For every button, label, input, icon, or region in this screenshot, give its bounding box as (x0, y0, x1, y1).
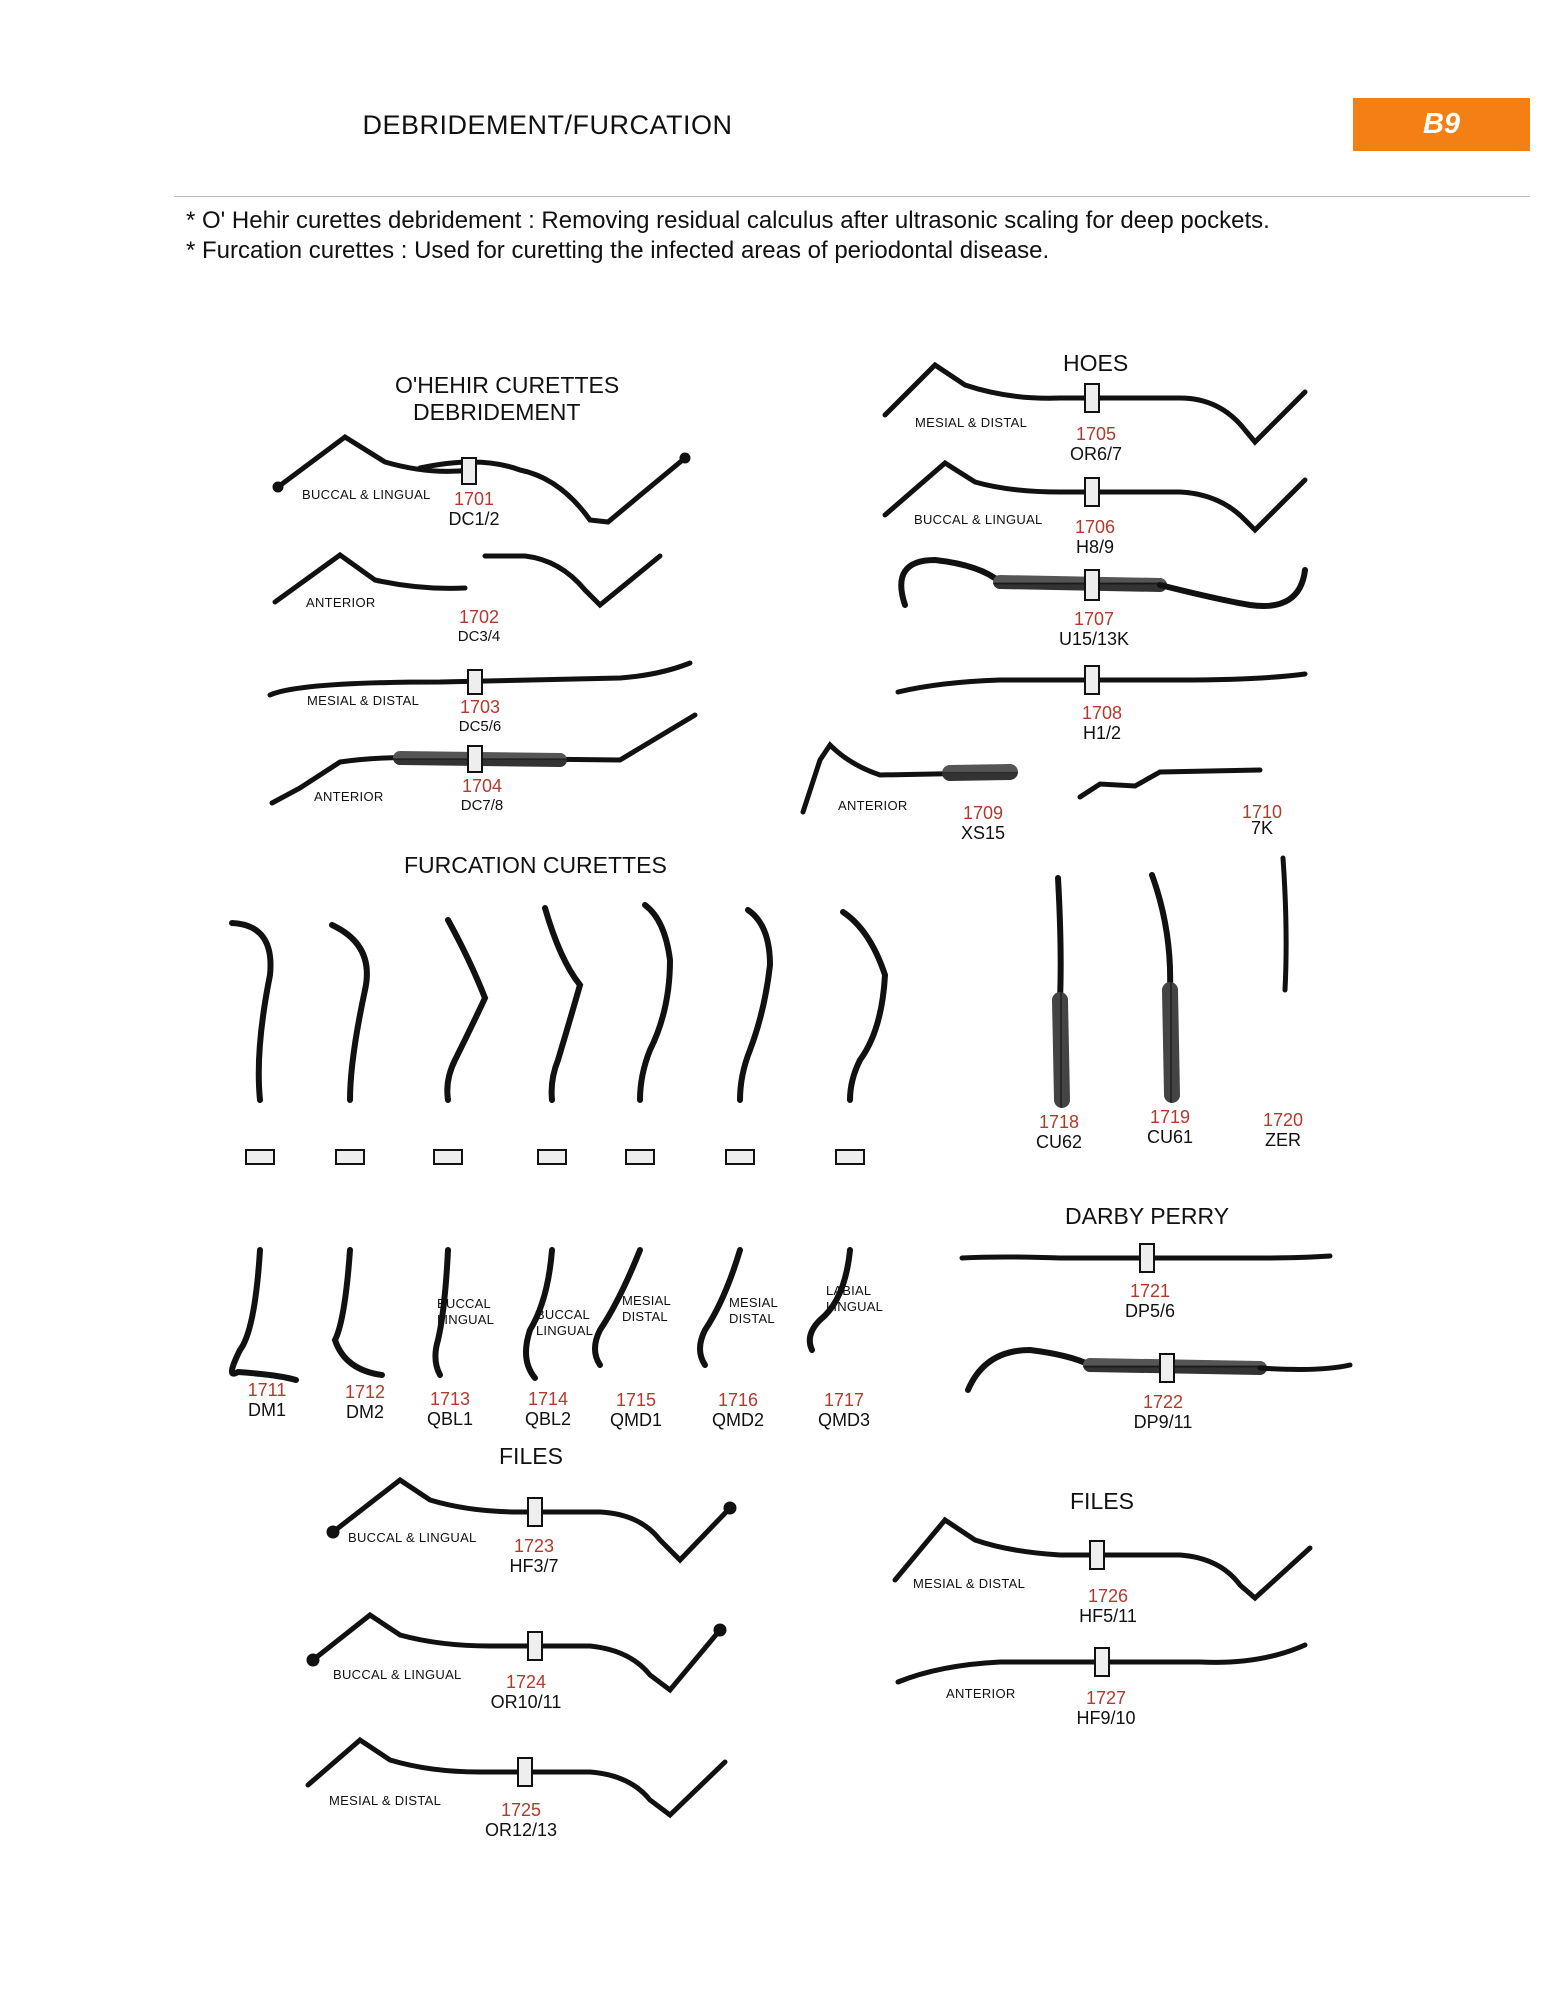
label-1725: MESIAL & DISTAL (329, 1793, 442, 1808)
caption-1702: 1702 DC3/4 (457, 607, 501, 645)
label-1706: BUCCAL & LINGUAL (914, 512, 1043, 527)
instrument-1708 (898, 666, 1305, 694)
caption-1719: 1719 CU61 (1146, 1107, 1194, 1147)
instrument-1722 (968, 1350, 1350, 1390)
caption-1718: 1718 CU62 (1035, 1112, 1083, 1152)
caption-1713: 1713 QBL1 (426, 1389, 474, 1429)
caption-1721: 1721 DP5/6 (1124, 1281, 1176, 1321)
caption-1709: 1709 XS15 (960, 803, 1006, 843)
instrument-1720 (1283, 858, 1286, 1100)
label-1704: ANTERIOR (314, 789, 384, 804)
instrument-1712 (332, 925, 382, 1375)
caption-1703: 1703 DC5/6 (458, 697, 502, 735)
label-1714: BUCCAL LINGUAL (536, 1307, 594, 1338)
label-1705: MESIAL & DISTAL (915, 415, 1028, 430)
caption-1711: 1711 DM1 (247, 1380, 287, 1420)
caption-1707: 1707 U15/13K (1058, 609, 1130, 649)
instrument-1721 (962, 1244, 1330, 1272)
caption-1727: 1727 HF9/10 (1076, 1688, 1136, 1728)
section-ohehir-subtitle: DEBRIDEMENT (413, 399, 581, 425)
label-1717: LABIAL LINGUAL (826, 1283, 884, 1314)
instrument-1727 (898, 1645, 1305, 1682)
caption-1722: 1722 DP9/11 (1133, 1392, 1193, 1432)
instrument-1710 (1080, 770, 1280, 797)
caption-1725: 1725 OR12/13 (484, 1800, 558, 1840)
caption-1726: 1726 HF5/11 (1079, 1586, 1137, 1626)
label-1724: BUCCAL & LINGUAL (333, 1667, 462, 1682)
caption-1715: 1715 QMD1 (609, 1390, 662, 1430)
page-badge: B9 (1353, 98, 1530, 151)
instrument-1711 (232, 923, 296, 1380)
note-furcation: * Furcation curettes : Used for curetting the infected areas of periodontal disease. (186, 237, 1050, 264)
caption-1706: 1706 H8/9 (1074, 517, 1116, 557)
caption-1710: 1710 7K (1241, 802, 1283, 838)
section-darby-perry-title: DARBY PERRY (1065, 1203, 1230, 1229)
label-1726: MESIAL & DISTAL (913, 1576, 1026, 1591)
section-furcation-title: FURCATION CURETTES (404, 852, 667, 878)
caption-1705: 1705 OR6/7 (1069, 424, 1123, 464)
instrument-1718 (1058, 878, 1062, 1100)
instrument-1707 (901, 560, 1305, 606)
caption-1720: 1720 ZER (1262, 1110, 1304, 1150)
caption-1717: 1717 QMD3 (817, 1390, 870, 1430)
label-1709: ANTERIOR (838, 798, 908, 813)
caption-1708: 1708 H1/2 (1081, 703, 1123, 743)
label-1715: MESIAL DISTAL (622, 1293, 671, 1324)
caption-1712: 1712 DM2 (344, 1382, 386, 1422)
caption-1723: 1723 HF3/7 (509, 1536, 559, 1576)
label-1723: BUCCAL & LINGUAL (348, 1530, 477, 1545)
section-files-right-title: FILES (1070, 1488, 1134, 1514)
label-1716: MESIAL DISTAL (729, 1295, 778, 1326)
caption-1724: 1724 OR10/11 (490, 1672, 562, 1712)
label-1703: MESIAL & DISTAL (307, 693, 420, 708)
label-1701: BUCCAL & LINGUAL (302, 487, 431, 502)
caption-1716: 1716 QMD2 (711, 1390, 764, 1430)
page-title: DEBRIDEMENT/FURCATION (362, 110, 733, 140)
section-ohehir-title: O'HEHIR CURETTES (395, 372, 620, 398)
label-1727: ANTERIOR (946, 1686, 1016, 1701)
section-files-left-title: FILES (499, 1443, 563, 1469)
caption-1701: 1701 DC1/2 (448, 489, 500, 529)
instrument-1703 (270, 663, 690, 695)
note-ohehir: * O' Hehir curettes debridement : Removing residual calculus after ultrasonic scaling for deep pockets. (186, 207, 1270, 234)
label-1713: BUCCAL LINGUAL (437, 1296, 495, 1327)
label-1702: ANTERIOR (306, 595, 376, 610)
caption-1714: 1714 QBL2 (524, 1389, 572, 1429)
instrument-1719 (1152, 875, 1172, 1095)
caption-1704: 1704 DC7/8 (460, 776, 504, 814)
section-hoes-title: HOES (1063, 350, 1129, 376)
